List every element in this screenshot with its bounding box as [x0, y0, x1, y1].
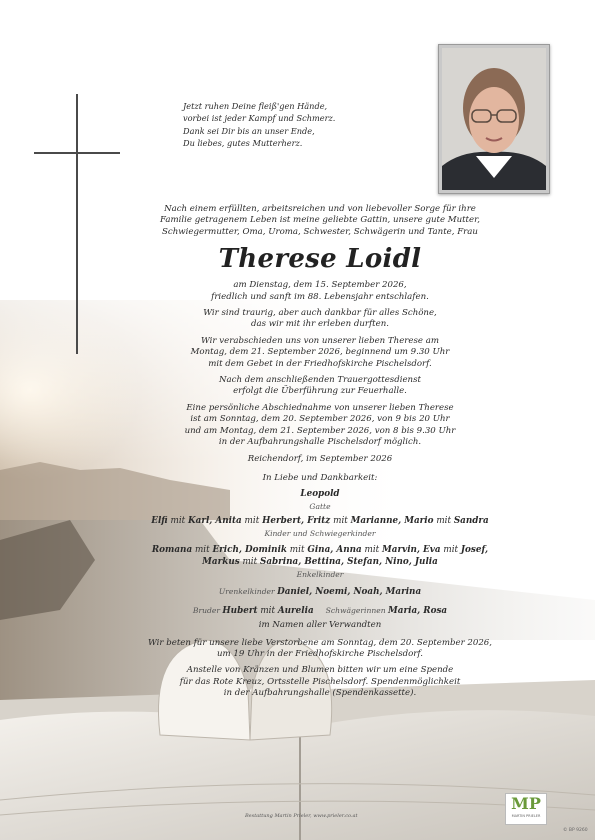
- connector: mit: [241, 516, 263, 527]
- family-name: Karl, Anita: [187, 516, 242, 527]
- portrait-photo: [438, 44, 550, 194]
- sibling-name: Hubert: [222, 605, 258, 616]
- deceased-name: Therese Loidl: [218, 244, 422, 275]
- viewing-paragraph: [95, 403, 545, 449]
- transfer-line: Nach dem anschließenden Trauergottesdienst: [219, 375, 421, 386]
- prayer-paragraph: [95, 638, 545, 661]
- connector: mit: [239, 556, 260, 567]
- inlaw-label: Schwägerinnen: [325, 605, 389, 615]
- passing-line: friedlich und sanft im 88. Lebensjahr entschlafen.: [211, 291, 429, 302]
- donation-line: Anstelle von Kränzen und Blumen bitten wir um eine Spende: [186, 665, 454, 676]
- farewell-line: Montag, dem 21. September 2026, beginnend um 9.30 Uhr: [190, 347, 450, 358]
- passing-line: am Dienstag, dem 15. September 2026,: [233, 280, 407, 291]
- farewell-line: mit dem Gebet in der Friedhofskirche Pischelsdorf.: [208, 358, 432, 369]
- gratitude-line: das wir mit ihr erleben durften.: [251, 319, 389, 330]
- poem: [183, 100, 403, 150]
- viewing-line: in der Aufbahrungshalle Pischelsdorf möglich.: [218, 437, 422, 448]
- farewell-paragraph: [95, 336, 545, 370]
- intro-line: Familie getragenem Leben ist meine geliebte Gattin, unsere gute Mutter,: [159, 215, 480, 226]
- connector: mit: [433, 516, 454, 527]
- family-name: Sabrina, Bettina, Stefan, Nino, Julia: [259, 556, 438, 567]
- great-grandchildren-names: Daniel, Noemi, Noah, Marina: [277, 586, 422, 597]
- logo-caption: MARTIN PRIELER: [511, 814, 541, 818]
- poem-line: Jetzt ruhen Deine fleiß'gen Hände,: [183, 101, 328, 111]
- spouse-name: Leopold: [300, 489, 340, 500]
- great-grandchildren-label: Urenkelkinder: [218, 586, 278, 596]
- connector: mit: [257, 605, 278, 616]
- family-name: Elfi: [151, 516, 168, 527]
- intro-line: Nach einem erfüllten, arbeitsreichen und von liebevoller Sorge für ihre: [164, 204, 476, 214]
- grandchildren-names: [95, 545, 545, 557]
- connector: mit: [287, 545, 308, 556]
- funeral-home-logo: [505, 793, 547, 825]
- poem-line: Dank sei Dir bis an unser Ende,: [183, 125, 315, 136]
- farewell-line: Wir verabschieden uns von unserer lieben Therese am: [201, 335, 439, 346]
- grandchildren-role: Enkelkinder: [296, 569, 344, 579]
- donation-paragraph: [95, 665, 545, 699]
- funeral-home-footer: Bestattung Martin Prieler, www.prieler.co.at: [245, 813, 358, 819]
- viewing-line: ist am Sonntag, dem 20. September 2026, von 9 bis 20 Uhr: [190, 414, 450, 425]
- family-name: Sandra: [453, 516, 489, 527]
- connector: mit: [192, 545, 213, 556]
- logo-letters: MP: [511, 794, 541, 813]
- children-names: [95, 516, 545, 528]
- siblings: [95, 605, 545, 618]
- inlaw-names: Maria, Rosa: [388, 605, 448, 616]
- prayer-line: Wir beten für unsere liebe Verstorbene am Sonntag, dem 20. September 2026,: [147, 637, 493, 648]
- grandchildren-names-2: [95, 557, 545, 569]
- poem-line: vorbei ist jeder Kampf und Schmerz.: [183, 113, 336, 124]
- children-role: Kinder und Schwiegerkinder: [264, 528, 376, 538]
- viewing-line: und am Montag, dem 21. September 2026, von 8 bis 9.30 Uhr: [184, 425, 456, 436]
- spouse-role: Gatte: [309, 501, 331, 511]
- transfer-line: erfolgt die Überführung zur Feuerhalle.: [233, 386, 407, 397]
- viewing-line: Eine persönliche Abschiednahme von unserer lieben Therese: [186, 402, 454, 413]
- intro-paragraph: [95, 204, 545, 238]
- gratitude-line: Wir sind traurig, aber auch dankbar für alles Schöne,: [203, 308, 437, 319]
- sibling-partner: Aurelia: [277, 605, 314, 616]
- connector: mit: [361, 545, 383, 556]
- portrait-image: [442, 48, 546, 190]
- gratitude-paragraph: [95, 308, 545, 331]
- family-name: Erich, Dominik: [212, 545, 288, 556]
- family-name: Josef,: [460, 545, 489, 556]
- donation-line: für das Rote Kreuz, Ortsstelle Pischelsdorf. Spendenmöglichkeit: [179, 676, 461, 687]
- great-grandchildren: [95, 586, 545, 599]
- donation-line: in der Aufbahrungshalle (Spendenkassette).: [223, 688, 417, 699]
- obituary-text: [95, 204, 545, 705]
- place-date: Reichendorf, im September 2026: [247, 453, 393, 464]
- family-name: Gina, Anna: [307, 545, 362, 556]
- family-name: Marianne, Mario: [350, 516, 434, 527]
- in-love-heading: In Liebe und Dankbarkeit:: [262, 472, 378, 483]
- relatives-line: im Namen aller Verwandten: [258, 620, 382, 631]
- family-name: Romana: [151, 545, 193, 556]
- intro-line: Schwiegermutter, Oma, Uroma, Schwester, Schwägerin und Tante, Frau: [162, 226, 478, 237]
- connector: mit: [440, 545, 461, 556]
- family-name: Herbert, Fritz: [262, 516, 331, 527]
- copyright-mark: © BP 9260: [563, 828, 588, 833]
- cross-vertical-bar: [76, 94, 78, 354]
- cross-horizontal-bar: [34, 152, 120, 154]
- family-name: Marvin, Eva: [382, 545, 441, 556]
- poem-line: Du liebes, gutes Mutterherz.: [183, 138, 303, 149]
- prayer-line: um 19 Uhr in der Friedhofskirche Pischelsdorf.: [217, 648, 423, 659]
- connector: mit: [167, 516, 188, 527]
- sibling-label: Bruder: [192, 605, 223, 615]
- connector: mit: [330, 516, 351, 527]
- transfer-paragraph: [95, 375, 545, 398]
- family-name: Markus: [202, 556, 240, 567]
- passing-paragraph: [95, 280, 545, 303]
